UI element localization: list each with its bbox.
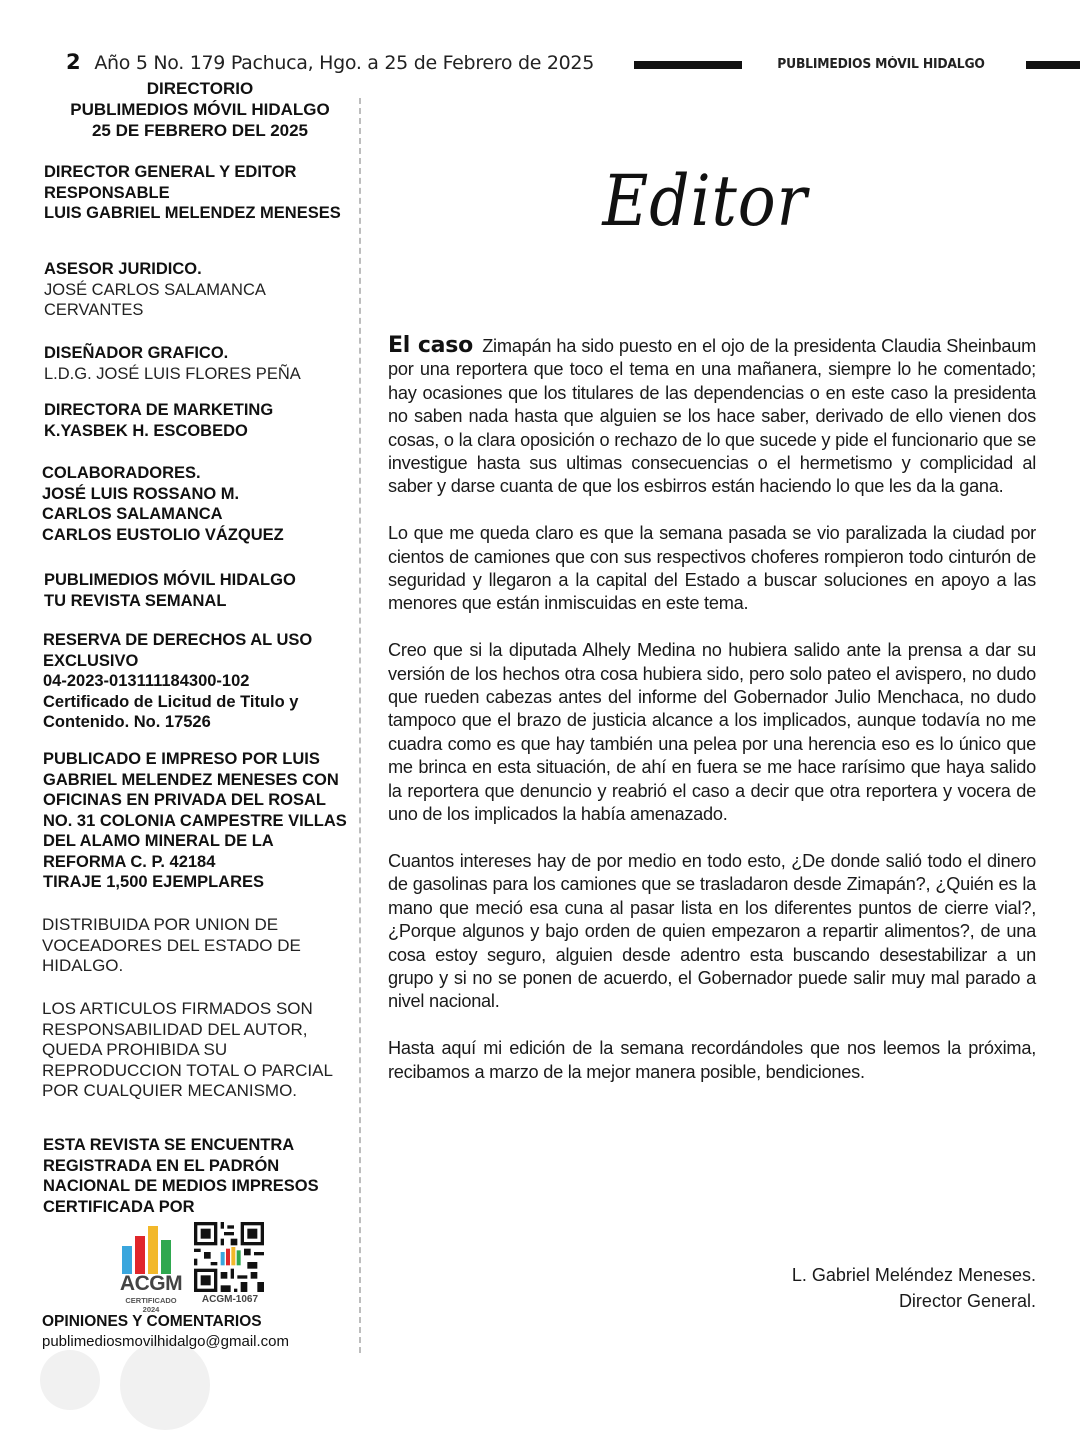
collaborator: CARLOS SALAMANCA bbox=[42, 505, 223, 523]
signature-name: L. Gabriel Meléndez Meneses. bbox=[791, 1265, 1036, 1285]
background-watermark bbox=[120, 1340, 210, 1430]
publisher-block bbox=[43, 749, 353, 893]
designer-role: DISEÑADOR GRAFICO. bbox=[44, 344, 229, 362]
contact-email-link[interactable]: publimediosmovilhidalgo@gmail.com bbox=[42, 1333, 290, 1350]
tagline-line: TU REVISTA SEMANAL bbox=[44, 591, 227, 610]
acgm-bar bbox=[135, 1236, 145, 1274]
disclaimer-text: LOS ARTICULOS FIRMADOS SON RESPONSABILIDAD DEL AUTOR, QUEDA PROHIBIDA SU REPRODUCCION TOTAL O PARCIAL POR CUALQUIER MECANISMO. bbox=[42, 999, 333, 1100]
collaborators-block bbox=[42, 463, 352, 545]
collaborator: JOSÉ LUIS ROSSANO M. bbox=[42, 484, 240, 503]
column-divider bbox=[359, 98, 361, 1353]
publisher-text: PUBLICADO E IMPRESO POR LUIS GABRIEL MELENDEZ MENESES CON OFICINAS EN PRIVADA DEL ROSAL NO. 31 COLONIA CAMPESTRE VILLAS DEL ALAMO MINERAL DE LA REFORMA C. P. 42184 bbox=[43, 750, 347, 871]
tagline-line: PUBLIMEDIOS MÓVIL HIDALGO bbox=[44, 571, 296, 589]
brand-bar bbox=[634, 58, 1080, 74]
marketing-block bbox=[44, 400, 354, 441]
article-lead: El caso bbox=[388, 333, 473, 358]
page-header bbox=[66, 50, 594, 74]
signature-title: Director General. bbox=[898, 1291, 1036, 1311]
section-title: Editor bbox=[602, 160, 808, 242]
director-role: DIRECTOR GENERAL Y EDITOR RESPONSABLE bbox=[44, 163, 297, 202]
header-rule bbox=[634, 61, 742, 69]
page-number: 2 bbox=[66, 50, 81, 74]
background-watermark bbox=[40, 1350, 100, 1410]
acgm-logo-text: ACGM bbox=[119, 1272, 183, 1295]
designer-block bbox=[44, 343, 354, 384]
director-name: LUIS GABRIEL MELENDEZ MENESES bbox=[44, 204, 341, 222]
tagline-block bbox=[44, 570, 354, 611]
registry-text: ESTA REVISTA SE ENCUENTRA REGISTRADA EN EL PADRÓN NACIONAL DE MEDIOS IMPRESOS CERTIFICADA POR bbox=[43, 1136, 319, 1216]
acgm-bar bbox=[122, 1246, 132, 1274]
designer-name: L.D.G. JOSÉ LUIS FLORES PEÑA bbox=[44, 364, 301, 383]
director-block bbox=[44, 162, 354, 224]
rights-number: 04-2023-013111184300-102 bbox=[43, 672, 250, 690]
article-paragraph: Creo que si la diputada Alhely Medina no hubiera salido ante la prensa a dar su versión de los hechos otra cosa hubiera sido, pero solo pateo el avispero, no dudo que rueden cabezas antes del informe del Gobernador Julio Menchaca, no dudo tampoco que el brazo de justicia alcance a los implicados, aunque todavía no me cuadra como es que hay también una pelea por una herencia eso es lo único que me brinca en esta situación, de ahí en fuera se me hace rarísimo que haya salido la reportera que denuncio y reabrió el caso a decir que otra reportera y vocera de uno de los implicados la había amenazado. bbox=[388, 640, 1036, 825]
directory-date: 25 DE FEBRERO DEL 2025 bbox=[91, 121, 309, 140]
acgm-certified-year: CERTIFICADO 2024 bbox=[125, 1296, 177, 1314]
directory-publication: PUBLIMEDIOS MÓVIL HIDALGO bbox=[70, 100, 330, 119]
issue-line: Año 5 No. 179 Pachuca, Hgo. a 25 de Febrero de 2025 bbox=[94, 52, 595, 74]
acgm-bar bbox=[161, 1240, 171, 1274]
acgm-bar bbox=[148, 1226, 158, 1274]
editorial-article bbox=[388, 334, 1036, 1107]
collaborator: CARLOS EUSTOLIO VÁZQUEZ bbox=[42, 525, 284, 544]
certificate-text: Certificado de Licitud de Titulo y Contenido. No. 17526 bbox=[43, 692, 299, 731]
qr-code-label: ACGM-1067 bbox=[201, 1294, 259, 1305]
article-paragraph: Hasta aquí mi edición de la semana recordándoles que nos leemos la próxima, recibamos a marzo de la mejor manera posible, bendiciones. bbox=[388, 1038, 1036, 1082]
article-paragraph: Cuantos intereses hay de por medio en todo esto, ¿De donde salió todo el dinero de gasolinas para los camiones que se trasladaron desde Zimapán?, ¿Quién es la mano que meció esa cuna al pasar lista en los diferentes puntos de cierre vial?, ¿Porque algunos y bajo orden de quien empezaron a repartir alimentos?, de una cosa estoy seguro, alguien desde adentro esta buscando desestabilizar a un grupo y si no se ponen de acuerdo, el Gobernador puede salir muy mal parado a nivel nacional. bbox=[388, 850, 1036, 1012]
header-rule bbox=[1026, 61, 1080, 69]
collaborators-label: COLABORADORES. bbox=[42, 464, 201, 482]
article-paragraph bbox=[388, 334, 1036, 499]
acgm-logo-icon bbox=[122, 1226, 174, 1274]
qr-code-icon bbox=[194, 1222, 264, 1292]
directory-heading bbox=[44, 78, 356, 141]
print-run: TIRAJE 1,500 EJEMPLARES bbox=[43, 873, 264, 891]
marketing-role: DIRECTORA DE MARKETING bbox=[44, 401, 274, 419]
signature bbox=[792, 1262, 1036, 1314]
paragraph-text: Zimapán ha sido puesto en el ojo de la presidenta Claudia Sheinbaum por una reportera que toco el tema en una mañanera, siempre lo he comentado; hay ocasiones que los titulares de las dependencias o en este caso la presidenta no saben nada hasta que alguien se los hace saber, derivado de ello vienen dos cosas, o la clara oposición o rechazo de lo que sucede y pide el funcionario que se investigue hasta sus ultimas consecuencias o el hermetismo y complicidad al saber y darse cuanta de que los esbirros están haciendo lo que les da la gana. bbox=[388, 336, 1036, 497]
certification-logos bbox=[116, 1222, 276, 1314]
marketing-name: K.YASBEK H. ESCOBEDO bbox=[44, 421, 248, 440]
article-paragraph: Lo que me queda claro es que la semana pasada se vio paralizada la ciudad por cientos de camiones que con sus respectivos choferes rompieron todo cinturón de seguridad y llegaron a la capital del Estado a buscar soluciones en apoyo a las menores que están inmiscuidas en este tema. bbox=[388, 523, 1036, 614]
directory-title: DIRECTORIO bbox=[146, 79, 254, 98]
legal-block bbox=[44, 259, 354, 321]
rights-label: RESERVA DE DERECHOS AL USO EXCLUSIVO bbox=[43, 631, 313, 670]
legal-role: ASESOR JURIDICO. bbox=[44, 260, 202, 278]
distribution-text: DISTRIBUIDA POR UNION DE VOCEADORES DEL ESTADO DE HIDALGO. bbox=[42, 915, 301, 975]
contact-label: OPINIONES Y COMENTARIOS bbox=[42, 1313, 262, 1330]
legal-name: JOSÉ CARLOS SALAMANCA CERVANTES bbox=[44, 280, 265, 319]
rights-block bbox=[43, 630, 353, 733]
brand-name: PUBLIMEDIOS MÓVIL HIDALGO bbox=[777, 57, 985, 72]
